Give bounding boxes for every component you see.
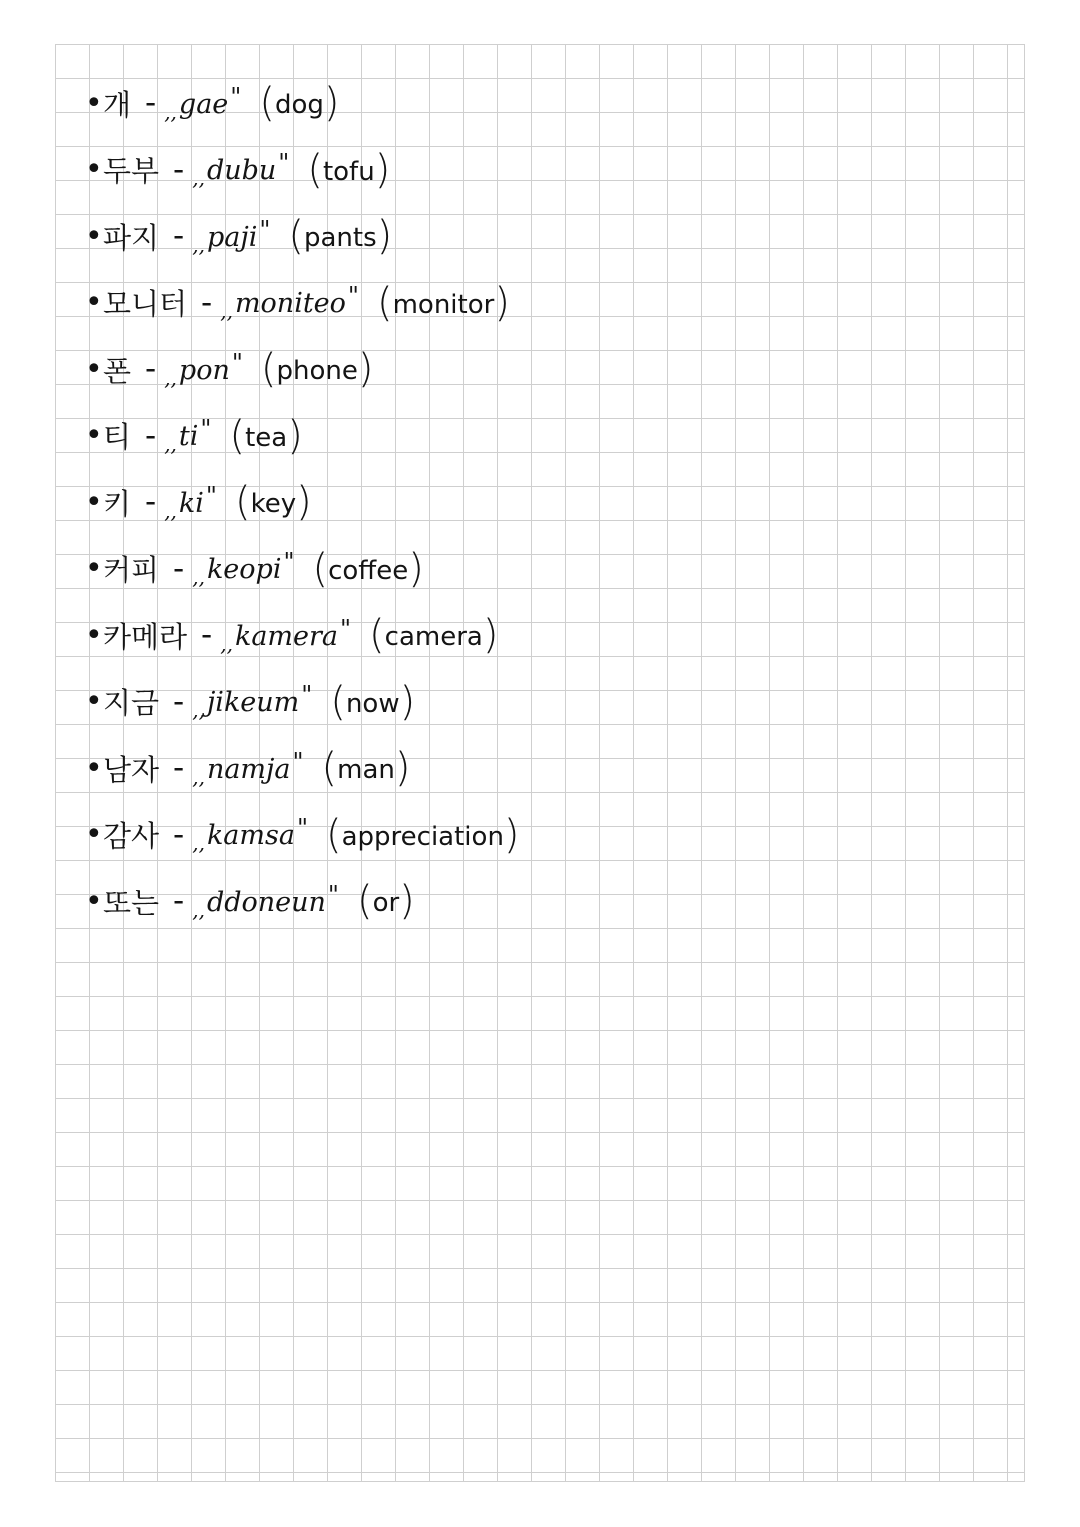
bullet: •: [85, 85, 103, 121]
english-meaning: (coffee): [312, 545, 424, 592]
korean-word: 개: [103, 87, 132, 122]
romanization-text: moniteo: [234, 288, 346, 320]
korean-word: 파지: [103, 220, 160, 255]
meaning-text: dog: [274, 90, 324, 121]
english-meaning: (dog): [259, 80, 340, 127]
romanization: $_{,,}$keopi": [192, 548, 295, 590]
korean-word: 두부: [103, 154, 160, 189]
vocab-item: [85, 602, 520, 669]
english-meaning: (phone): [260, 346, 374, 393]
bullet: •: [85, 684, 103, 720]
vocab-item: [85, 336, 520, 403]
vocab-item: [85, 536, 520, 603]
english-meaning: (tea): [229, 412, 303, 459]
korean-word: 티: [103, 420, 132, 455]
english-meaning: (man): [321, 745, 411, 792]
korean-word: 남자: [103, 752, 160, 787]
english-meaning: (tofu): [307, 146, 391, 193]
dash: -: [173, 816, 185, 853]
romanization-text: keopi: [206, 554, 282, 586]
vocab-list: [85, 70, 520, 935]
english-meaning: (monitor): [376, 279, 510, 326]
english-meaning: (appreciation): [326, 811, 520, 858]
romanization: $_{,,}$jikeum": [192, 681, 313, 723]
bullet: •: [85, 484, 103, 520]
dash: -: [173, 750, 185, 787]
meaning-text: pants: [303, 223, 377, 254]
bullet: •: [85, 218, 103, 254]
vocab-item: [85, 270, 520, 337]
bullet: •: [85, 152, 103, 188]
vocab-item: [85, 802, 520, 869]
english-meaning: (key): [234, 479, 312, 526]
romanization: $_{,,}$namja": [192, 747, 304, 789]
meaning-text: camera: [384, 622, 483, 653]
bullet: •: [85, 551, 103, 587]
meaning-text: now: [345, 688, 400, 719]
korean-word: 지금: [103, 686, 160, 721]
romanization: $_{,,}$gae": [164, 82, 242, 124]
bullet: •: [85, 817, 103, 853]
dash: -: [145, 85, 157, 122]
vocab-item: [85, 868, 520, 935]
korean-word: 커피: [103, 553, 160, 588]
vocab-item: [85, 403, 520, 470]
vocab-item: [85, 469, 520, 536]
english-meaning: (now): [330, 678, 416, 725]
romanization-text: gae: [178, 88, 229, 120]
bullet: •: [85, 418, 103, 454]
korean-word: 키: [103, 486, 132, 521]
vocab-item: [85, 137, 520, 204]
meaning-text: man: [337, 755, 395, 786]
romanization: $_{,,}$kamsa": [192, 814, 308, 856]
vocab-item: [85, 669, 520, 736]
bullet: •: [85, 883, 103, 919]
korean-word: 카메라: [103, 619, 188, 654]
meaning-text: tea: [245, 422, 288, 453]
dash: -: [173, 550, 185, 587]
romanization: $_{,,}$ti": [164, 415, 212, 457]
korean-word: 또는: [103, 885, 160, 920]
meaning-text: or: [372, 888, 400, 919]
bullet: •: [85, 750, 103, 786]
english-meaning: (pants): [288, 213, 393, 260]
romanization-text: kamera: [234, 620, 338, 652]
bullet: •: [85, 617, 103, 653]
korean-word: 감사: [103, 819, 160, 854]
dash: -: [145, 484, 157, 521]
dash: -: [201, 284, 213, 321]
korean-word: 폰: [103, 353, 132, 388]
meaning-text: phone: [276, 356, 358, 387]
romanization-text: jikeum: [206, 687, 300, 719]
vocab-item: [85, 70, 520, 137]
romanization-text: ki: [178, 487, 204, 519]
meaning-text: coffee: [328, 555, 409, 586]
vocab-item: [85, 735, 520, 802]
meaning-text: appreciation: [341, 821, 504, 852]
dash: -: [173, 151, 185, 188]
romanization: $_{,,}$ddoneun": [192, 880, 339, 922]
romanization: $_{,,}$dubu": [192, 149, 290, 191]
romanization-text: namja: [206, 753, 291, 785]
dash: -: [145, 351, 157, 388]
romanization-text: ti: [178, 421, 199, 453]
romanization-text: ddoneun: [206, 886, 326, 918]
romanization: $_{,,}$paji": [192, 215, 271, 257]
meaning-text: key: [250, 489, 297, 520]
romanization-text: kamsa: [206, 820, 295, 852]
dash: -: [173, 683, 185, 720]
dash: -: [145, 417, 157, 454]
romanization: $_{,,}$ki": [164, 481, 217, 523]
dash: -: [173, 883, 185, 920]
dash: -: [173, 218, 185, 255]
romanization-text: paji: [206, 221, 258, 253]
korean-word: 모니터: [103, 287, 188, 322]
dash: -: [201, 617, 213, 654]
meaning-text: tofu: [322, 156, 375, 187]
bullet: •: [85, 285, 103, 321]
romanization: $_{,,}$kamera": [220, 614, 352, 656]
english-meaning: (camera): [369, 612, 499, 659]
bullet: •: [85, 351, 103, 387]
romanization-text: pon: [178, 354, 230, 386]
romanization: $_{,,}$moniteo": [220, 282, 359, 324]
romanization: $_{,,}$pon": [164, 348, 243, 390]
vocab-item: [85, 203, 520, 270]
meaning-text: monitor: [392, 289, 495, 320]
romanization-text: dubu: [206, 155, 277, 187]
english-meaning: (or): [356, 878, 415, 925]
